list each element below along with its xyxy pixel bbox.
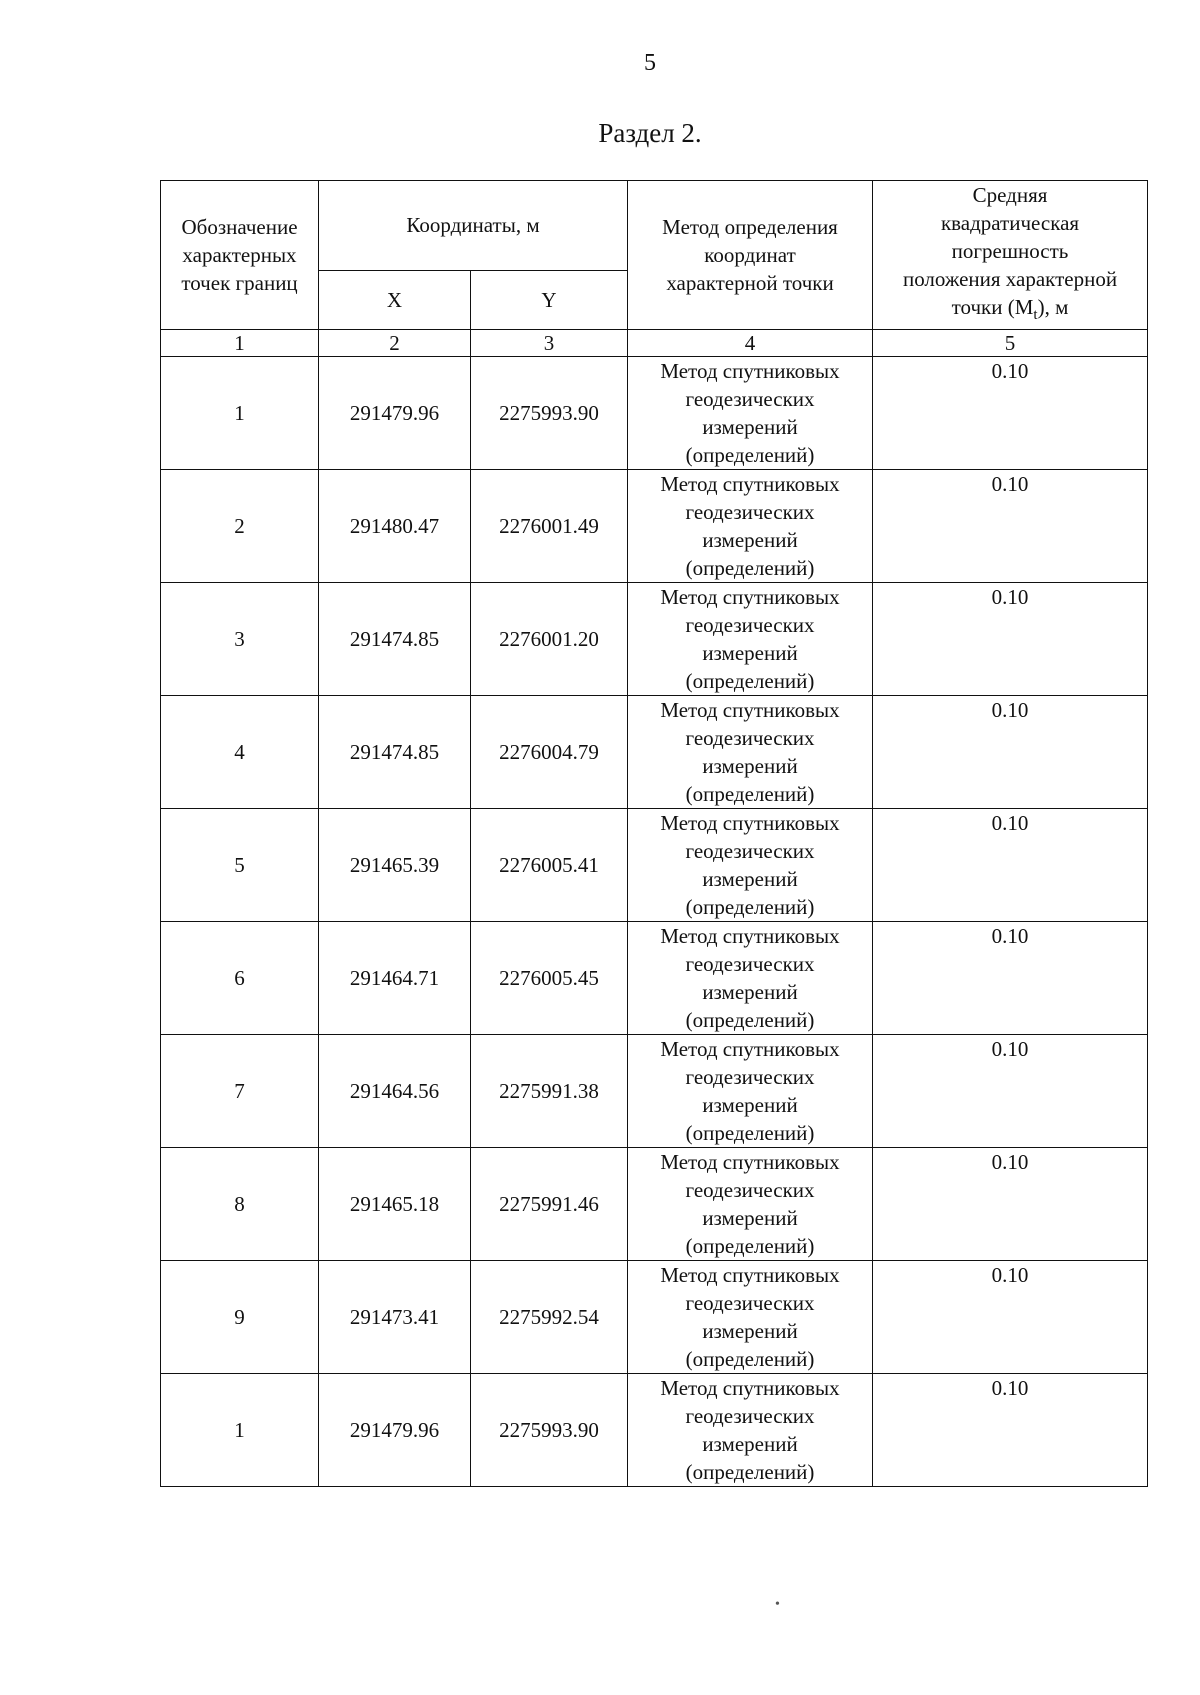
method-line: Метод спутниковых xyxy=(660,1376,840,1401)
accuracy-cell: 0.10 xyxy=(873,1261,1148,1374)
table-row xyxy=(161,809,1148,922)
point-cell: 1 xyxy=(161,1374,319,1487)
method-cell xyxy=(628,1035,873,1148)
method-line: геодезических xyxy=(685,387,815,412)
x-cell: 291464.56 xyxy=(319,1035,471,1148)
method-line: измерений xyxy=(702,1206,798,1231)
table-row xyxy=(161,922,1148,1035)
method-line: Метод спутниковых xyxy=(660,1150,840,1175)
point-cell: 9 xyxy=(161,1261,319,1374)
x-cell: 291479.96 xyxy=(319,1374,471,1487)
accuracy-cell: 0.10 xyxy=(873,1035,1148,1148)
point-cell: 7 xyxy=(161,1035,319,1148)
point-cell: 2 xyxy=(161,470,319,583)
method-line: (определений) xyxy=(685,1347,815,1372)
x-cell: 291480.47 xyxy=(319,470,471,583)
method-cell xyxy=(628,1261,873,1374)
header-x: X xyxy=(319,270,471,329)
table-row xyxy=(161,1374,1148,1487)
point-cell: 1 xyxy=(161,357,319,470)
method-line: геодезических xyxy=(685,839,815,864)
method-line: (определений) xyxy=(685,782,815,807)
y-cell: 2276005.45 xyxy=(471,922,628,1035)
method-line: Метод спутниковых xyxy=(660,1037,840,1062)
accuracy-cell: 0.10 xyxy=(873,696,1148,809)
accuracy-cell: 0.10 xyxy=(873,809,1148,922)
y-cell: 2275991.46 xyxy=(471,1148,628,1261)
method-line: (определений) xyxy=(685,1234,815,1259)
header-method: Метод определения координат характерной точки xyxy=(628,181,873,330)
point-cell: 6 xyxy=(161,922,319,1035)
column-number: 1 xyxy=(161,330,319,357)
method-line: геодезических xyxy=(685,1065,815,1090)
method-line: Метод спутниковых xyxy=(660,359,840,384)
method-line: Метод спутниковых xyxy=(660,472,840,497)
point-cell: 5 xyxy=(161,809,319,922)
accuracy-cell: 0.10 xyxy=(873,922,1148,1035)
method-line: измерений xyxy=(702,980,798,1005)
column-number: 5 xyxy=(873,330,1148,357)
y-cell: 2275993.90 xyxy=(471,357,628,470)
method-line: (определений) xyxy=(685,1008,815,1033)
accuracy-cell: 0.10 xyxy=(873,470,1148,583)
method-line: геодезических xyxy=(685,613,815,638)
method-line: (определений) xyxy=(685,669,815,694)
y-cell: 2276001.49 xyxy=(471,470,628,583)
method-cell xyxy=(628,809,873,922)
accuracy-cell: 0.10 xyxy=(873,1148,1148,1261)
method-line: Метод спутниковых xyxy=(660,811,840,836)
scan-speck: • xyxy=(775,1597,780,1612)
column-number: 2 xyxy=(319,330,471,357)
method-cell xyxy=(628,922,873,1035)
method-line: геодезических xyxy=(685,1178,815,1203)
method-line: измерений xyxy=(702,641,798,666)
accuracy-cell: 0.10 xyxy=(873,357,1148,470)
y-cell: 2276005.41 xyxy=(471,809,628,922)
method-line: измерений xyxy=(702,1093,798,1118)
x-cell: 291464.71 xyxy=(319,922,471,1035)
method-line: геодезических xyxy=(685,726,815,751)
header-designation: Обозначение характерных точек границ xyxy=(161,181,319,330)
x-cell: 291479.96 xyxy=(319,357,471,470)
accuracy-cell: 0.10 xyxy=(873,1374,1148,1487)
method-line: измерений xyxy=(702,1432,798,1457)
method-cell xyxy=(628,1148,873,1261)
x-cell: 291465.18 xyxy=(319,1148,471,1261)
y-cell: 2275992.54 xyxy=(471,1261,628,1374)
method-line: (определений) xyxy=(685,556,815,581)
method-line: Метод спутниковых xyxy=(660,924,840,949)
method-line: измерений xyxy=(702,867,798,892)
table-row xyxy=(161,357,1148,470)
method-cell xyxy=(628,696,873,809)
page-number: 5 xyxy=(644,50,656,76)
header-accuracy: Средняя квадратическая погрешность положения характерной точки $(M_t)$, м xyxy=(873,181,1148,330)
header-y: Y xyxy=(471,270,628,329)
x-cell: 291474.85 xyxy=(319,583,471,696)
method-line: геодезических xyxy=(685,952,815,977)
method-line: измерений xyxy=(702,1319,798,1344)
method-line: (определений) xyxy=(685,1121,815,1146)
point-cell: 3 xyxy=(161,583,319,696)
method-line: геодезических xyxy=(685,1291,815,1316)
point-cell: 4 xyxy=(161,696,319,809)
method-line: (определений) xyxy=(685,1460,815,1485)
table-row xyxy=(161,1035,1148,1148)
column-number: 4 xyxy=(628,330,873,357)
header-coordinates: Координаты, м xyxy=(319,181,628,271)
method-line: Метод спутниковых xyxy=(660,585,840,610)
method-line: геодезических xyxy=(685,1404,815,1429)
y-cell: 2275991.38 xyxy=(471,1035,628,1148)
method-line: измерений xyxy=(702,754,798,779)
method-cell xyxy=(628,470,873,583)
y-cell: 2275993.90 xyxy=(471,1374,628,1487)
method-line: (определений) xyxy=(685,895,815,920)
y-cell: 2276004.79 xyxy=(471,696,628,809)
table-body xyxy=(161,357,1148,1487)
method-line: (определений) xyxy=(685,443,815,468)
method-cell xyxy=(628,357,873,470)
x-cell: 291465.39 xyxy=(319,809,471,922)
table-row xyxy=(161,583,1148,696)
point-cell: 8 xyxy=(161,1148,319,1261)
table-row xyxy=(161,1261,1148,1374)
column-number: 3 xyxy=(471,330,628,357)
method-line: измерений xyxy=(702,528,798,553)
x-cell: 291474.85 xyxy=(319,696,471,809)
method-line: геодезических xyxy=(685,500,815,525)
coordinates-table xyxy=(160,180,1148,1487)
table-row xyxy=(161,696,1148,809)
table-row xyxy=(161,470,1148,583)
section-title: Раздел 2. xyxy=(598,118,702,148)
x-cell: 291473.41 xyxy=(319,1261,471,1374)
y-cell: 2276001.20 xyxy=(471,583,628,696)
method-line: Метод спутниковых xyxy=(660,1263,840,1288)
method-line: Метод спутниковых xyxy=(660,698,840,723)
method-line: измерений xyxy=(702,415,798,440)
table-row xyxy=(161,1148,1148,1261)
method-cell xyxy=(628,583,873,696)
accuracy-cell: 0.10 xyxy=(873,583,1148,696)
method-cell xyxy=(628,1374,873,1487)
